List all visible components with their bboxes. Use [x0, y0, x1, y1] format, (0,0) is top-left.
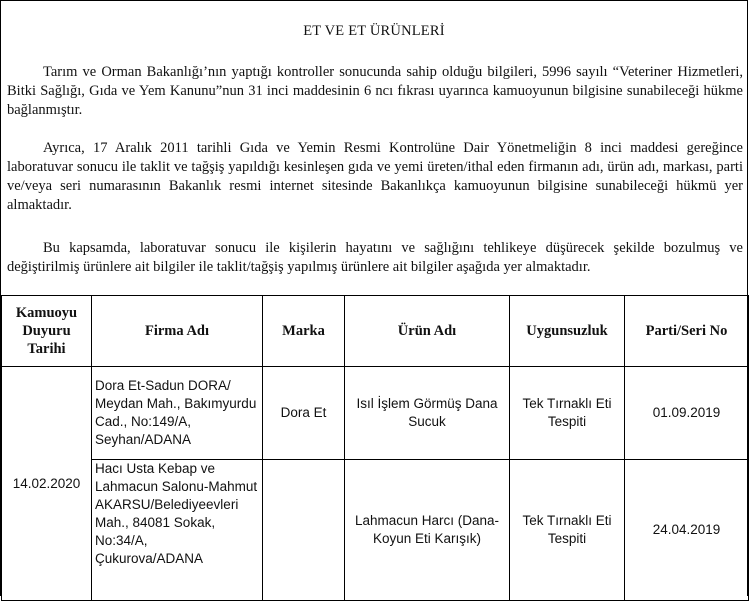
- cell-lot-number: 01.09.2019: [625, 367, 749, 460]
- document-title: ET VE ET ÜRÜNLERİ: [303, 23, 445, 39]
- cell-nonconformity: Tek Tırnaklı Eti Tespiti: [510, 367, 625, 460]
- header-product-name: Ürün Adı: [345, 296, 510, 367]
- cell-firm-name: Hacı Usta Kebap ve Lahmacun Salonu-Mahmut AKARSU/Belediyeevleri Mah., 84081 Sokak, No:34/A, Çukurova/ADANA: [92, 460, 263, 601]
- table-row: [2, 367, 749, 460]
- header-lot-number: Parti/Seri No: [625, 296, 749, 367]
- header-brand: Marka: [263, 296, 345, 367]
- table-row: [2, 460, 749, 601]
- paragraph-legal-basis: Tarım ve Orman Bakanlığı’nın yaptığı kontroller sonucunda sahip olduğu bilgileri, 5996 sayılı “Veteriner Hizmetleri, Bitki Sağlığı, Gıda ve Yem Kanunu”nun 31 inci maddesinin 6 ncı fıkrası uyarınca kamuoyunun bilgisine sunabileceği hükme bağlanmıştır.: [7, 64, 743, 118]
- header-firm-name: Firma Adı: [92, 296, 263, 367]
- cell-lot-number: 24.04.2019: [625, 460, 749, 601]
- cell-product-name: Isıl İşlem Görmüş Dana Sucuk: [345, 367, 510, 460]
- table-header-row: [2, 296, 749, 367]
- cell-announcement-date: 14.02.2020: [2, 367, 92, 601]
- header-announcement-date: Kamuoyu Duyuru Tarihi: [2, 296, 92, 367]
- cell-brand: Dora Et: [263, 367, 345, 460]
- cell-brand: [263, 460, 345, 601]
- violations-table: [1, 295, 749, 601]
- paragraph-regulation: Ayrıca, 17 Aralık 2011 tarihli Gıda ve Yemin Resmi Kontrolüne Dair Yönetmeliğin 8 inci maddesi gereğince laboratuvar sonucu ile taklit ve tağşiş yapıldığı kesinleşen gıda ve yemi üreten/ithal eden firmanın adı, ürün adı, markası, parti ve/veya seri numarasının Bakanlık resmi internet sitesinde Bakanlıkça kamuoyunun bilgisine sunabileceği hükmü yer almaktadır.: [7, 140, 743, 213]
- header-nonconformity: Uygunsuzluk: [510, 296, 625, 367]
- cell-product-name: Lahmacun Harcı (Dana-Koyun Eti Karışık): [345, 460, 510, 601]
- paragraph-scope: Bu kapsamda, laboratuvar sonucu ile kişilerin hayatını ve sağlığını tehlikeye düşürecek şekilde bozulmuş ve değiştirilmiş ürünlere ait bilgiler ile taklit/tağşiş yapılmış ürünlere ait bilgiler aşağıda yer almaktadır.: [7, 240, 743, 275]
- cell-firm-name: Dora Et-Sadun DORA/ Meydan Mah., Bakımyurdu Cad., No:149/A, Seyhan/ADANA: [92, 367, 263, 460]
- cell-nonconformity: Tek Tırnaklı Eti Tespiti: [510, 460, 625, 601]
